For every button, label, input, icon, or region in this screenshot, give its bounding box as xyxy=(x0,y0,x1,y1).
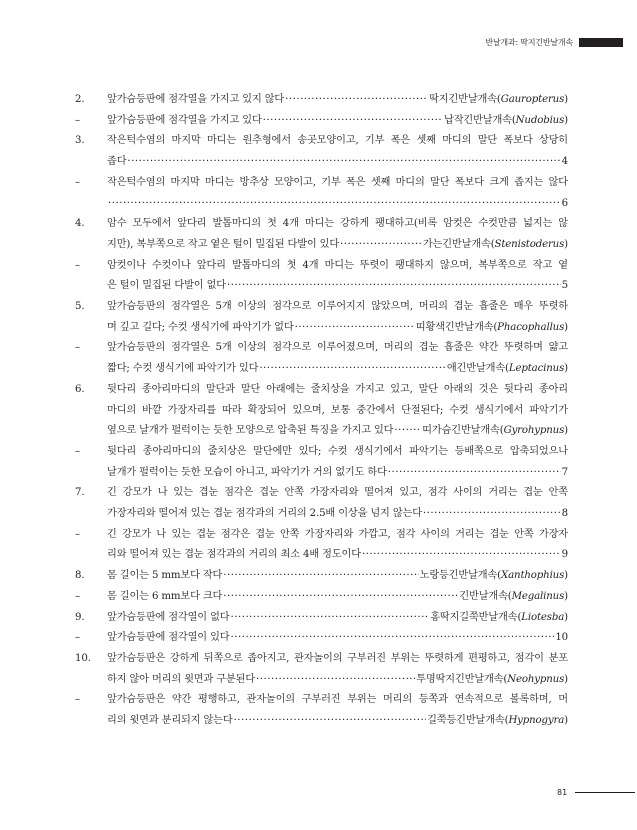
couplet-line: 작은턱수염의 마지막 마디는 방추상 모양이고, 기부 폭은 셋째 마디의 말단 폭보다 크게 좁지는 않다 xyxy=(107,176,568,188)
couplet-line: 앞가슴등판에 점각열이 없다 xyxy=(107,611,230,623)
couplet-line: 긴 강모가 나 있는 겹눈 점각은 겹눈 안쪽 가장자리와 가깝고, 점각 사이의 거리는 겹눈 안쪽 가장자 xyxy=(107,528,568,540)
dot-leader xyxy=(285,90,428,111)
footer-rule xyxy=(575,792,635,793)
dot-leader xyxy=(223,566,418,587)
couplet-number: – xyxy=(75,694,80,706)
taxon-name: 노랑등긴반날개속( xyxy=(419,570,502,582)
dot-leader xyxy=(340,235,422,256)
couplet-target xyxy=(422,421,568,442)
key-couplet xyxy=(75,90,568,111)
key-couplet xyxy=(75,525,568,566)
couplet-text xyxy=(107,690,568,731)
couplet-number: 8. xyxy=(75,570,85,582)
couplet-number: – xyxy=(75,590,80,602)
couplet-line: 뒷다리 종아리마디의 말단과 말단 아래에는 줄치상을 가지고 있고, 말단 아래의 것은 뒷다리 종아리 xyxy=(107,383,568,395)
couplet-number: 6. xyxy=(75,383,85,395)
couplet-target xyxy=(416,670,568,691)
couplet-line: 앞가슴등판은 강하게 뒤쪽으로 좁아지고, 관자놀이의 구부러진 부위는 뚜렷하게 편평하고, 점각이 분포 xyxy=(107,652,568,664)
couplet-final-line xyxy=(107,194,568,215)
taxon-scientific-name: Nudobius xyxy=(515,114,565,126)
couplet-text xyxy=(107,442,568,483)
couplet-number: – xyxy=(75,528,80,540)
taxon-close-paren: ) xyxy=(564,570,568,582)
taxon-scientific-name: Phacophallus xyxy=(497,321,565,333)
couplet-text xyxy=(107,214,568,255)
taxon-name: 4 xyxy=(561,156,568,168)
couplet-number: – xyxy=(75,445,80,457)
dot-leader xyxy=(127,152,560,173)
couplet-final-line xyxy=(107,318,568,339)
couplet-final-line xyxy=(107,711,568,732)
taxon-close-paren: ) xyxy=(564,363,568,375)
couplet-final-line xyxy=(107,670,568,691)
taxon-scientific-name: Hypnogyra xyxy=(508,715,565,727)
couplet-line: 앞가슴등판의 점각열은 5개 이상의 점각으로 이루어졌으며, 머리의 겹눈 흡줄은 약간 뚜렷하며 얇고 xyxy=(107,342,568,354)
taxon-name: 가는긴반날개속( xyxy=(422,238,495,250)
couplet-number: 5. xyxy=(75,301,85,313)
couplet-number: 9. xyxy=(75,611,85,623)
couplet-target xyxy=(562,504,568,525)
couplet-final-line xyxy=(107,628,568,649)
couplet-target xyxy=(416,318,568,339)
dot-leader xyxy=(295,318,415,339)
taxon-name: 5 xyxy=(561,280,568,292)
couplet-text xyxy=(107,566,568,587)
taxon-name: 6 xyxy=(561,197,568,209)
couplet-target xyxy=(420,566,568,587)
couplet-text xyxy=(107,131,568,172)
dot-leader xyxy=(388,463,561,484)
couplet-text xyxy=(107,111,568,132)
couplet-final-line xyxy=(107,152,568,173)
couplet-line: 은 털이 밀집된 다발이 없다 xyxy=(107,280,226,292)
couplet-text xyxy=(107,297,568,338)
couplet-line: 리의 윗면과 분리되지 않는다 xyxy=(107,715,233,727)
key-couplet xyxy=(75,628,568,649)
dot-leader xyxy=(223,587,458,608)
taxon-close-paren: ) xyxy=(564,715,568,727)
couplet-final-line xyxy=(107,421,568,442)
couplet-line: 짧다; 수컷 생식기에 파악기가 있다 xyxy=(107,363,259,375)
key-couplet xyxy=(75,338,568,379)
dot-leader xyxy=(108,194,561,215)
couplet-text xyxy=(107,173,568,214)
couplet-number: 3. xyxy=(75,135,85,147)
running-header xyxy=(485,36,623,48)
couplet-target xyxy=(447,359,568,380)
key-couplet xyxy=(75,256,568,297)
taxon-name: 애긴반날개속( xyxy=(446,363,509,375)
couplet-line: 하지 않아 머리의 윗면과 구분된다 xyxy=(107,673,256,685)
couplet-number: 2. xyxy=(75,94,85,105)
taxon-name: 띠황색긴반날개속( xyxy=(415,321,498,333)
couplet-line: 앞가슴등판에 점각열을 가지고 있지 않다 xyxy=(107,94,285,105)
couplet-text xyxy=(107,649,568,690)
taxon-name: 띠가슴긴반날개속( xyxy=(422,425,504,437)
couplet-final-line xyxy=(107,504,568,525)
taxon-name: 홍딱지길쭉반날개속( xyxy=(430,611,522,623)
couplet-line: 가장자리와 떨어져 있는 겹눈 점각과의 거리의 2.5배 이상을 넘지 않는다 xyxy=(107,508,422,520)
couplet-line: 앞가슴등판에 점각열을 가지고 있다 xyxy=(107,114,262,126)
couplet-text xyxy=(107,587,568,608)
couplet-text xyxy=(107,90,568,111)
couplet-target xyxy=(562,463,568,484)
couplet-line: 앞가슴등판의 점각열은 5개 이상의 점각으로 이루어지지 않았으며, 머리의 겹눈 흡줄은 매우 뚜렷하 xyxy=(107,301,568,313)
dot-leader xyxy=(234,711,427,732)
couplet-target xyxy=(429,90,568,111)
couplet-number: – xyxy=(75,342,80,354)
taxon-scientific-name: Megalinus xyxy=(511,590,565,602)
page-number: 81 xyxy=(557,788,568,797)
key-couplet xyxy=(75,111,568,132)
couplet-line: 긴 강모가 나 있는 겹눈 점각은 겹눈 안쪽 가장자리와 떨어져 있고, 점각 사이의 거리는 겹눈 안쪽 xyxy=(107,487,568,499)
key-couplet xyxy=(75,587,568,608)
couplet-target xyxy=(427,711,568,732)
couplet-final-line xyxy=(107,463,568,484)
dot-leader xyxy=(394,421,421,442)
couplet-line: 지만), 복부쪽으로 작고 옅은 털이 밀집된 다발이 있다 xyxy=(107,238,340,250)
taxon-name: 납작긴반날개속( xyxy=(444,114,516,126)
couplet-target xyxy=(562,152,568,173)
taxon-close-paren: ) xyxy=(564,321,568,333)
taxon-name: 딱지긴반날개속( xyxy=(429,94,501,105)
taxon-close-paren: ) xyxy=(564,673,568,685)
couplet-line: 리와 떨어져 있는 겹눈 점각과의 거리의 최소 4배 정도이다 xyxy=(107,549,361,561)
key-couplet xyxy=(75,173,568,214)
taxon-name: 투명딱지긴반날개속( xyxy=(416,673,508,685)
couplet-target xyxy=(459,587,568,608)
couplet-number: 7. xyxy=(75,487,85,499)
key-couplet xyxy=(75,297,568,338)
key-couplet xyxy=(75,566,568,587)
couplet-target xyxy=(444,111,568,132)
taxon-close-paren: ) xyxy=(564,425,568,437)
couplet-text xyxy=(107,380,568,442)
dot-leader xyxy=(423,504,561,525)
couplet-line: 앞가슴등판은 약간 평행하고, 관자놀이의 구부러진 부위는 머리의 등쪽과 연속적으로 볼록하며, 머 xyxy=(107,694,568,706)
taxon-name: 9 xyxy=(561,549,568,561)
key-couplet xyxy=(75,214,568,255)
dot-leader xyxy=(227,276,561,297)
couplet-final-line xyxy=(107,359,568,380)
page-footer xyxy=(557,788,635,797)
couplet-target xyxy=(562,545,568,566)
taxon-scientific-name: Leptacinus xyxy=(508,363,565,375)
couplet-target xyxy=(423,235,568,256)
dot-leader xyxy=(256,670,415,691)
couplet-number: 4. xyxy=(75,218,85,230)
couplet-number: 10. xyxy=(75,652,91,664)
couplet-line: 옆으로 날개가 펄럭이는 듯한 모양으로 압축된 특징을 가지고 있다 xyxy=(107,425,394,437)
couplet-line: 좁다 xyxy=(107,156,127,168)
key-couplet xyxy=(75,442,568,483)
taxon-close-paren: ) xyxy=(564,611,568,623)
identification-key xyxy=(75,90,568,732)
couplet-number: – xyxy=(75,176,80,188)
couplet-final-line xyxy=(107,587,568,608)
couplet-final-line xyxy=(107,566,568,587)
taxon-scientific-name: Xanthophius xyxy=(501,570,565,582)
key-couplet xyxy=(75,380,568,442)
taxon-scientific-name: Liotesba xyxy=(521,611,565,623)
couplet-target xyxy=(430,608,568,629)
running-title: 반날개과: 딱지긴반날개속 xyxy=(485,37,573,47)
key-couplet xyxy=(75,483,568,524)
taxon-name: 7 xyxy=(561,466,568,478)
taxon-close-paren: ) xyxy=(564,238,568,250)
couplet-line: 마디의 바깥 가장자리를 따라 확장되어 있으며, 보통 중간에서 단절된다; 수컷 생식기에서 파악기가 xyxy=(107,404,568,416)
couplet-number: – xyxy=(75,632,80,644)
couplet-line: 뒷다리 종아리마디의 줄치상은 말단에만 있다; 수컷 생식기에서 파악기는 등배쪽으로 압축되었으나 xyxy=(107,445,568,457)
dot-leader xyxy=(230,628,554,649)
couplet-text xyxy=(107,256,568,297)
taxon-close-paren: ) xyxy=(564,590,568,602)
couplet-target xyxy=(562,276,568,297)
couplet-text xyxy=(107,525,568,566)
couplet-final-line xyxy=(107,235,568,256)
dot-leader xyxy=(263,111,443,132)
key-couplet xyxy=(75,690,568,731)
couplet-line: 며 깊고 길다; 수컷 생식기에 파악기가 없다 xyxy=(107,321,294,333)
couplet-line: 앞가슴등판에 점각열이 있다 xyxy=(107,632,230,644)
couplet-text xyxy=(107,608,568,629)
dot-leader xyxy=(230,608,429,629)
taxon-name: 길쭉등긴반날개속( xyxy=(427,715,509,727)
taxon-name: 10 xyxy=(555,632,568,644)
taxon-scientific-name: Gyrohypnus xyxy=(503,425,565,437)
couplet-line: 암컷이나 수컷이나 앞다리 발톱마디의 첫 4개 마디는 뚜렷이 팽대하지 않으며, 복부쪽으로 작고 옅 xyxy=(107,259,568,271)
taxon-name: 긴반날개속( xyxy=(459,590,512,602)
header-bar xyxy=(579,38,623,47)
couplet-text xyxy=(107,628,568,649)
couplet-text xyxy=(107,483,568,524)
couplet-target xyxy=(555,628,568,649)
couplet-text xyxy=(107,338,568,379)
couplet-final-line xyxy=(107,111,568,132)
taxon-scientific-name: Gauropterus xyxy=(500,94,565,105)
couplet-number: – xyxy=(75,114,80,126)
dot-leader xyxy=(362,545,561,566)
taxon-name: 8 xyxy=(561,508,568,520)
couplet-final-line xyxy=(107,90,568,111)
couplet-line: 암수 모두에서 앞다리 발톱마디의 첫 4개 마디는 강하게 팽대하고(비록 암컷은 수컷만큼 넓지는 않 xyxy=(107,218,568,230)
couplet-final-line xyxy=(107,608,568,629)
taxon-scientific-name: Stenistoderus xyxy=(494,238,565,250)
taxon-scientific-name: Neohypnus xyxy=(507,673,565,685)
dot-leader xyxy=(259,359,446,380)
couplet-final-line xyxy=(107,545,568,566)
taxon-close-paren: ) xyxy=(564,94,568,105)
couplet-line: 작은턱수염의 마지막 마디는 원추형에서 송곳모양이고, 기부 폭은 셋째 마디의 말단 폭보다 상당히 xyxy=(107,135,568,147)
key-couplet xyxy=(75,608,568,629)
couplet-number: – xyxy=(75,259,80,271)
key-couplet xyxy=(75,131,568,172)
couplet-line: 몸 길이는 6 mm보다 크다 xyxy=(107,590,223,602)
taxon-close-paren: ) xyxy=(564,114,568,126)
couplet-line: 날개가 펄럭이는 듯한 모습이 아니고, 파악기가 거의 없기도 하다 xyxy=(107,466,387,478)
couplet-line: 몸 길이는 5 mm보다 작다 xyxy=(107,570,223,582)
key-couplet xyxy=(75,649,568,690)
couplet-target xyxy=(562,194,568,215)
couplet-final-line xyxy=(107,276,568,297)
